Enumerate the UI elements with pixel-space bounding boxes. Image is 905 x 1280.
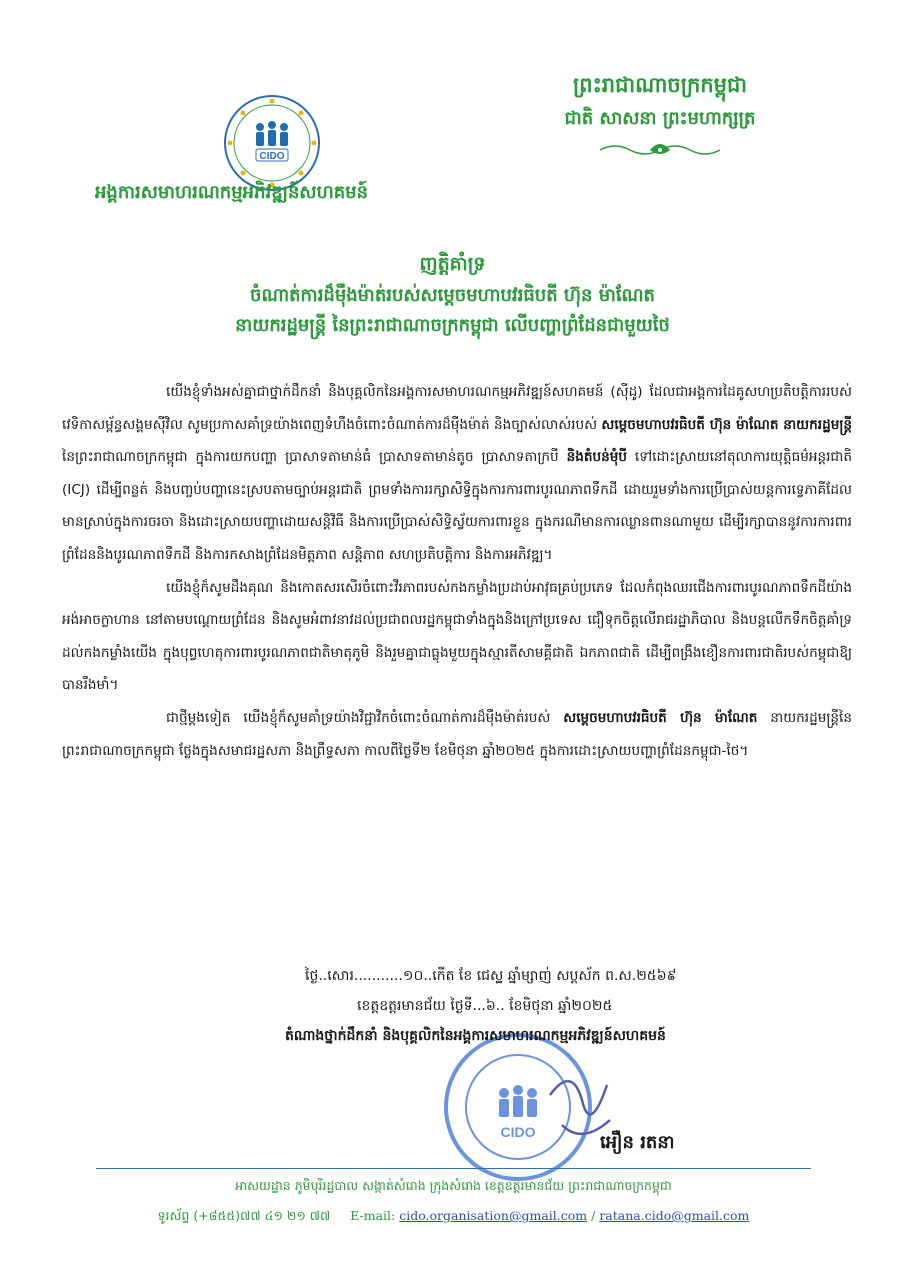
p1-bold-area: និងតំបន់មុំបី xyxy=(566,449,627,466)
paragraph-3 xyxy=(62,702,852,767)
document-type-title: ញត្តិគាំទ្រ xyxy=(419,253,486,275)
p3-text-a: ជាថ្មីម្តងទៀត យើងខ្ញុំក៏សូមគាំទ្រយ៉ាងវិជ្ជាវិកចំពោះចំណាត់ការដ៏ម៉ឺងម៉ាត់របស់ xyxy=(166,709,564,726)
email-link-2[interactable]: ratana.cido@gmail.com xyxy=(599,1208,750,1223)
email-link-1[interactable]: cido.organisation@gmail.com xyxy=(399,1208,588,1223)
footer-divider xyxy=(96,1168,811,1169)
p1-bold-name: សម្តេចមហាបវរធិបតី ហ៊ុន ម៉ាណែត នាយករដ្ឋមន្ត្រី xyxy=(601,416,853,433)
phone-number: ទូរស័ព្ទ (+៨៥៥)៧៧ ៤១ ២១ ៧៧ xyxy=(157,1208,331,1223)
p3-bold-name: សម្តេចមហាបវរធិបតី ហ៊ុន ម៉ាណែត xyxy=(563,709,758,726)
signer-title: តំណាងថ្នាក់ដឹកនាំ និងបុគ្គលិកនៃអង្គការសមាហរណកម្មអភិវឌ្ឍន៍សហគមន៍ xyxy=(285,1028,666,1044)
p1-text-e: ទៅដោះស្រាយនៅតុលាការយុត្តិធម៌អន្តរជាតិ (ICJ) ដើម្បីពន្លត់ និងបញ្ចប់បញ្ហានេះស្របតាមច្បាប់អន្តរជាតិ ព្រមទាំងការរក្សាសិទ្ធិក្នុងការការពារបូរណភាពទឹកដី ដោយរួមទាំងការប្រើប្រាស់យន្តការទ្វេភាគីដែលមានស្រាប់ក្នុងការចរចា និងដោះស្រាយបញ្ហាដោយសន្តិវិធី និងការប្រើប្រាស់សិទ្ធិស្វ័យការពារខ្លួន ក្នុងករណីមានការឈ្លានពានណាមួយ ដើម្បីរក្សាបាននូវការការពារព្រំដែននិងបូរណភាពទឹកដី និងការកសាងព្រំដែនមិត្តភាព សន្តិភាព សហប្រតិបត្តិការ និងការអភិវឌ្ឍ។ xyxy=(62,449,852,563)
subject-line-1: ចំណាត់ការដ៏ម៉ឺងម៉ាត់របស់សម្តេចមហាបវរធិបតី ហ៊ុន ម៉ាណែត xyxy=(250,285,655,306)
subject-line-2: នាយករដ្ឋមន្ត្រី នៃព្រះរាជាណាចក្រកម្ពុជា លើបញ្ហាព្រំដែនជាមួយថៃ xyxy=(235,315,670,336)
signer-name: អឿន រតនា xyxy=(600,1132,675,1153)
official-stamp xyxy=(432,1025,622,1195)
cido-logo xyxy=(222,93,322,193)
lunar-date: ថ្ងៃ..សោរ...........១០..កើត ខែ ជេស្ឋ ឆ្នាំម្សាញ់ សប្តស័ក ព.ស.២៥៦៩ xyxy=(305,968,677,984)
email-label: E-mail: xyxy=(350,1208,396,1223)
national-motto: ជាតិ សាសនា ព្រះមហាក្សត្រ xyxy=(564,108,756,129)
kingdom-name: ព្រះរាជាណាចក្រកម្ពុជា xyxy=(572,73,747,97)
paragraph-2: យើងខ្ញុំក៏សូមដឹងគុណ និងកោតសរសើរចំពោះវីរភាពរបស់កងកម្លាំងប្រដាប់អាវុធគ្រប់ប្រភេទ ដែលកំពុងឈរជើងការពារបូរណភាពទឹកដីយ៉ាងអង់អាចក្លាហាន នៅតាមបណ្តោយព្រំដែន និងសូមអំពាវនាវដល់ប្រជាពលរដ្ឋកម្ពុជាទាំងក្នុងនិងក្រៅប្រទេស ជឿទុកចិត្តលើរាជរដ្ឋាភិបាល និងបន្តលើកទឹកចិត្តគាំទ្រដល់កងកម្លាំងយើង ក្នុងបុព្វហេតុការពារបូរណភាពជាតិមាតុភូមិ និងរួមគ្នាជាធ្លុងមួយក្នុងស្មារតីសាមគ្គីជាតិ ឯកភាពជាតិ ដើម្បីពង្រឹងខឿនការពារជាតិរបស់កម្ពុជាឱ្យបានរឹងមាំ។ xyxy=(62,579,852,694)
stamp-text: CIDO xyxy=(500,1124,536,1140)
organization-name: អង្គការសមាហរណកម្មអភិវឌ្ឍន៍សហគមន៍ xyxy=(95,182,368,203)
p3-text-c: នាយករដ្ឋមន្ត្រីនៃព្រះរាជាណាចក្រកម្ពុជា ថ្លែងក្នុងសមាជរដ្ឋសភា និងព្រឹទ្ធសភា កាលពីថ្ងៃទី២ ខែមិថុនា ឆ្នាំ២០២៥ ក្នុងការដោះស្រាយបញ្ហាព្រំដែនកម្ពុជា-ថៃ។ xyxy=(62,709,852,759)
letter-body xyxy=(62,376,852,767)
p1-text-c: នៃព្រះរាជាណាចក្រកម្ពុជា ក្នុងការយកបញ្ហា ប្រាសាទតាមាន់ធំ ប្រាសាទតាមាន់តូច ប្រាសាទតាក្របី xyxy=(62,449,567,466)
p1-text-a: យើងខ្ញុំទាំងអស់គ្នាជាថ្នាក់ដឹកនាំ និងបុគ្គលិកនៃអង្គការសមាហរណកម្មអភិវឌ្ឍន៍សហគមន៍ (ស៊ីដូ) ដែលជាអង្គការដៃគូសហប្រតិបត្តិការរបស់វេទិកាសម្ព័ន្ធសង្គមស៊ីវិល សូមប្រកាសគាំទ្រយ៉ាងពេញទំហឹងចំពោះចំណាត់ការដ៏ម៉ឺងម៉ាត់ និងច្បាស់លាស់របស់ xyxy=(62,384,852,433)
email-separator: / xyxy=(587,1208,600,1223)
paragraph-1 xyxy=(62,376,852,572)
footer-address: អាសយដ្ឋាន ភូមិបុរីរដ្ឋបាល សង្កាត់សំរោង ក្រុងសំរោង ខេត្តឧត្តរមានជ័យ ព្រះរាជាណាចក្រកម្ពុជា xyxy=(235,1178,672,1193)
solar-date: ខេត្តឧត្តរមានជ័យ ថ្ងៃទី...៦.. ខែមិថុនា ឆ្នាំ២០២៥ xyxy=(357,998,613,1014)
stamp-icon xyxy=(432,1025,622,1195)
cido-logo-icon xyxy=(222,93,322,193)
ornament-icon xyxy=(595,138,725,160)
logo-text: CIDO xyxy=(259,151,285,162)
footer-contact xyxy=(96,1208,811,1227)
